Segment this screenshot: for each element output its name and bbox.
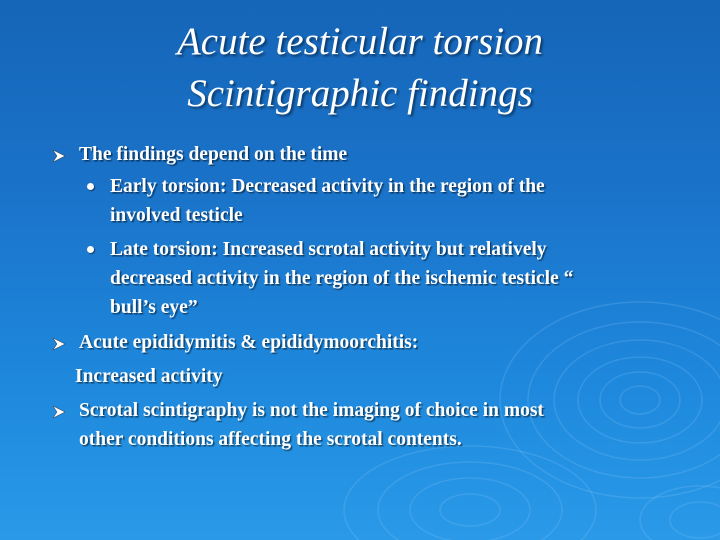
sub-bullet-2-line-2: decreased activity in the region of the ischemic testicle “ [110,268,574,289]
title-line-2: Scintigraphic findings [187,72,533,115]
arrow-bullet-icon [52,337,66,351]
dot-bullet-icon [87,246,94,253]
sub-bullet-1-line-2: involved testicle [110,205,243,226]
title-line-1: Acute testicular torsion [176,20,544,63]
arrow-bullet-icon [52,405,66,419]
bullet-3-line-1: Scrotal scintigraphy is not the imaging of choice in most [79,400,544,421]
bullet-2-line-2: Increased activity [75,366,223,387]
dot-bullet-icon [87,183,94,190]
bullet-3-line-2: other conditions affecting the scrotal contents. [79,429,462,450]
sub-bullet-2-line-1: Late torsion: Increased scrotal activity but relatively [110,239,547,260]
bullet-2-line-1: Acute epididymitis & epididymoorchitis: [79,332,419,353]
sub-bullet-1-line-1: Early torsion: Decreased activity in the region of the [110,176,545,197]
arrow-bullet-icon [52,149,66,163]
sub-bullet-2-line-3: bull’s eye” [110,297,198,318]
bullet-1-line-1: The findings depend on the time [79,144,348,165]
